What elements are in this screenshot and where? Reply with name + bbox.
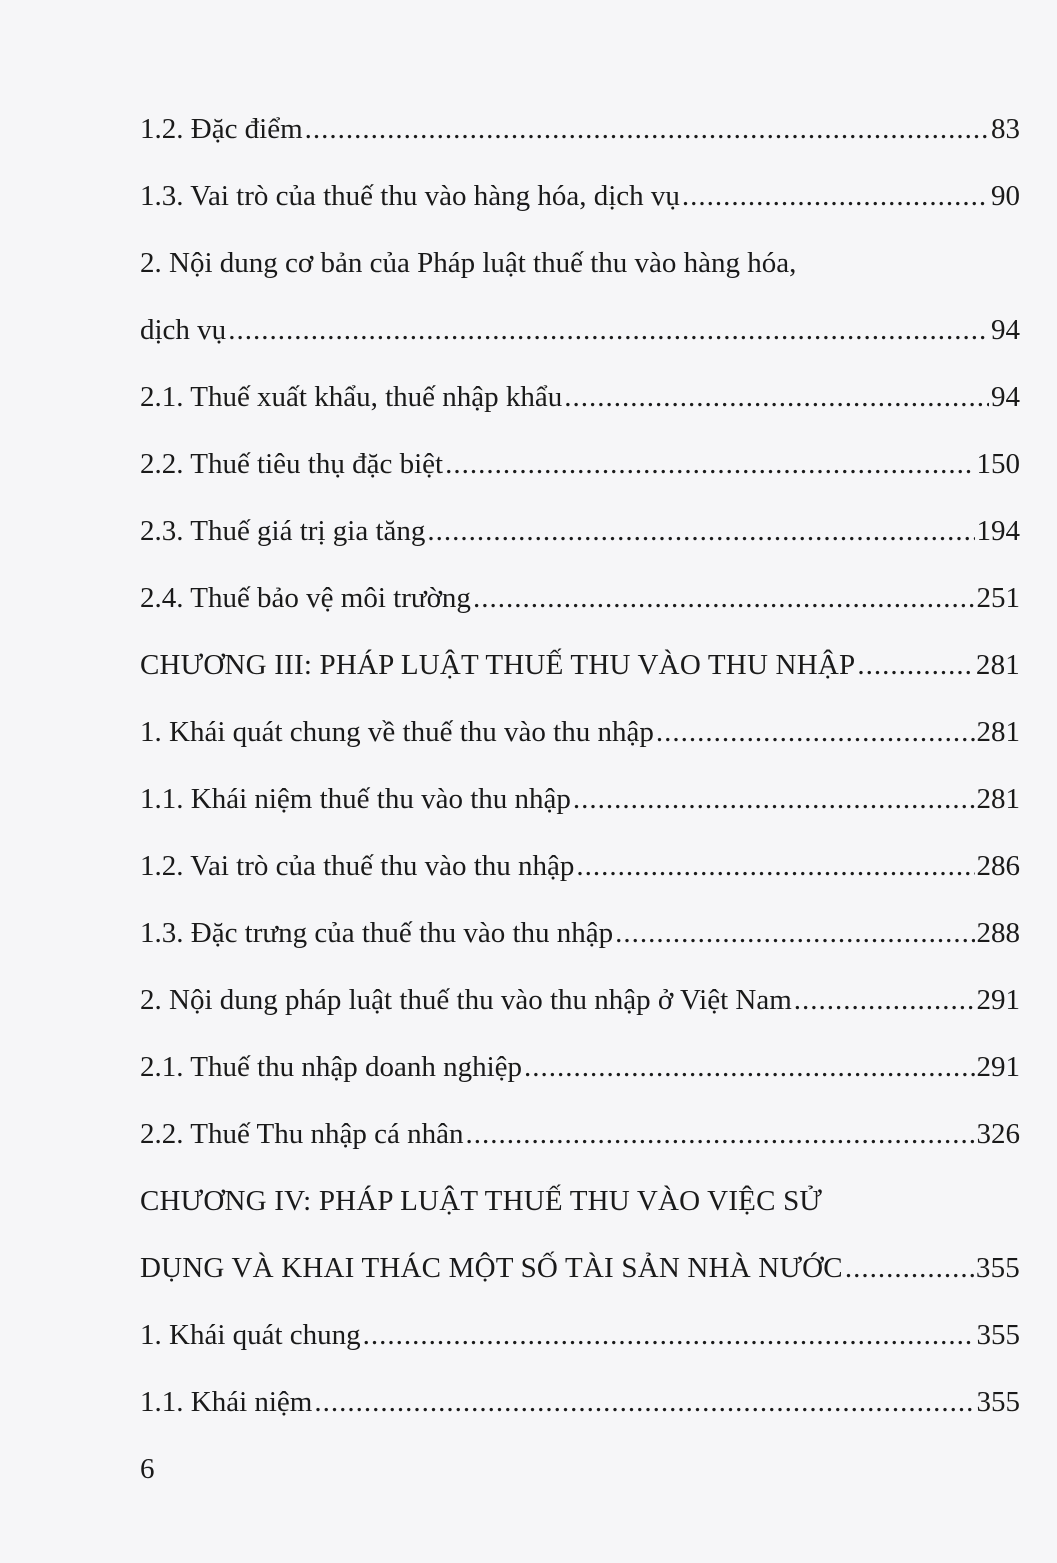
toc-entry (140, 1385, 1020, 1419)
toc-dot-leader (857, 648, 974, 682)
toc-dot-leader (524, 1050, 974, 1084)
toc-entry (140, 313, 1020, 347)
toc-dot-leader (314, 1385, 974, 1419)
toc-entry (140, 179, 1020, 213)
toc-entry-label: CHƯƠNG III: PHÁP LUẬT THUẾ THU VÀO THU NHẬP (140, 649, 856, 681)
toc-entry (140, 916, 1020, 950)
page-number: 6 (140, 1453, 155, 1485)
toc-entry-label: 1.3. Vai trò của thuế thu vào hàng hóa, dịch vụ (140, 180, 680, 212)
toc-entry-page-number: 94 (991, 381, 1020, 413)
toc-chapter-entry (140, 648, 1020, 682)
toc-entry-label: 2.2. Thuế tiêu thụ đặc biệt (140, 448, 444, 480)
toc-entry-label: 1. Khái quát chung về thuế thu vào thu nhập (140, 716, 654, 748)
toc-dot-leader (615, 916, 974, 950)
toc-dot-leader (473, 581, 975, 615)
toc-entry (140, 715, 1020, 749)
toc-entry (140, 849, 1020, 883)
toc-entry-page-number: 281 (975, 649, 1020, 681)
toc-entry-label: 1.3. Đặc trưng của thuế thu vào thu nhập (140, 917, 614, 949)
toc-chapter-heading-line: CHƯƠNG IV: PHÁP LUẬT THUẾ THU VÀO VIỆC SỬ (140, 1185, 823, 1217)
toc-entry-label: dịch vụ (140, 314, 227, 346)
toc-entry (140, 112, 1020, 146)
toc-entry-label: 2. Nội dung pháp luật thuế thu vào thu nhập ở Việt Nam (140, 984, 792, 1016)
toc-entry (140, 1117, 1020, 1151)
toc-entry-page-number: 281 (976, 783, 1020, 815)
toc-entry-page-number: 90 (991, 180, 1020, 212)
toc-entry-label: 2.4. Thuế bảo vệ môi trường (140, 582, 471, 614)
toc-dot-leader (845, 1251, 974, 1285)
toc-entry-label: 1.1. Khái niệm (140, 1386, 313, 1418)
toc-dot-leader (228, 313, 989, 347)
toc-entry-page-number: 291 (976, 1051, 1020, 1083)
toc-dot-leader (427, 514, 974, 548)
toc-entry-label: 1.2. Vai trò của thuế thu vào thu nhập (140, 850, 575, 882)
toc-entry-page-number: 194 (976, 515, 1020, 547)
toc-entry-label: 1.1. Khái niệm thuế thu vào thu nhập (140, 783, 571, 815)
toc-dot-leader (564, 380, 989, 414)
toc-chapter-entry (140, 1251, 1020, 1285)
toc-entry-label: 2.2. Thuế Thu nhập cá nhân (140, 1118, 464, 1150)
toc-entry (140, 380, 1020, 414)
toc-entry-page-number: 355 (976, 1319, 1020, 1351)
toc-entry-page-number: 355 (976, 1386, 1020, 1418)
toc-entry-page-number: 326 (976, 1118, 1020, 1150)
toc-entry-page-number: 83 (991, 113, 1020, 145)
toc-dot-leader (466, 1117, 975, 1151)
toc-entry (140, 447, 1020, 481)
toc-entry-label: 2.1. Thuế thu nhập doanh nghiệp (140, 1051, 523, 1083)
toc-entry (140, 581, 1020, 615)
toc-entry-label: 2.1. Thuế xuất khẩu, thuế nhập khẩu (140, 381, 563, 413)
toc-dot-leader (305, 112, 989, 146)
toc-entry-page-number: 281 (976, 716, 1020, 748)
table-of-contents (140, 112, 1020, 1452)
toc-dot-leader (363, 1318, 975, 1352)
toc-entry-label: DỤNG VÀ KHAI THÁC MỘT SỐ TÀI SẢN NHÀ NƯỚC (140, 1252, 843, 1284)
toc-entry-page-number: 291 (976, 984, 1020, 1016)
toc-dot-leader (573, 782, 975, 816)
toc-entry-page-number: 286 (976, 850, 1020, 882)
toc-dot-leader (445, 447, 974, 481)
toc-dot-leader (656, 715, 975, 749)
toc-dot-leader (794, 983, 975, 1017)
toc-entry (140, 782, 1020, 816)
toc-entry (140, 1318, 1020, 1352)
toc-entry-line: 2. Nội dung cơ bản của Pháp luật thuế thu vào hàng hóa, (140, 247, 797, 279)
toc-entry (140, 514, 1020, 548)
toc-entry-label: 1.2. Đặc điểm (140, 113, 303, 145)
toc-entry-page-number: 150 (976, 448, 1020, 480)
toc-entry-label: 2.3. Thuế giá trị gia tăng (140, 515, 426, 547)
toc-dot-leader (682, 179, 989, 213)
toc-entry-page-number: 355 (975, 1252, 1020, 1284)
toc-entry-page-number: 288 (976, 917, 1020, 949)
toc-entry (140, 983, 1020, 1017)
toc-entry-page-number: 251 (976, 582, 1020, 614)
toc-entry-label: 1. Khái quát chung (140, 1319, 361, 1351)
toc-entry (140, 1050, 1020, 1084)
toc-dot-leader (576, 849, 974, 883)
toc-entry-page-number: 94 (991, 314, 1020, 346)
